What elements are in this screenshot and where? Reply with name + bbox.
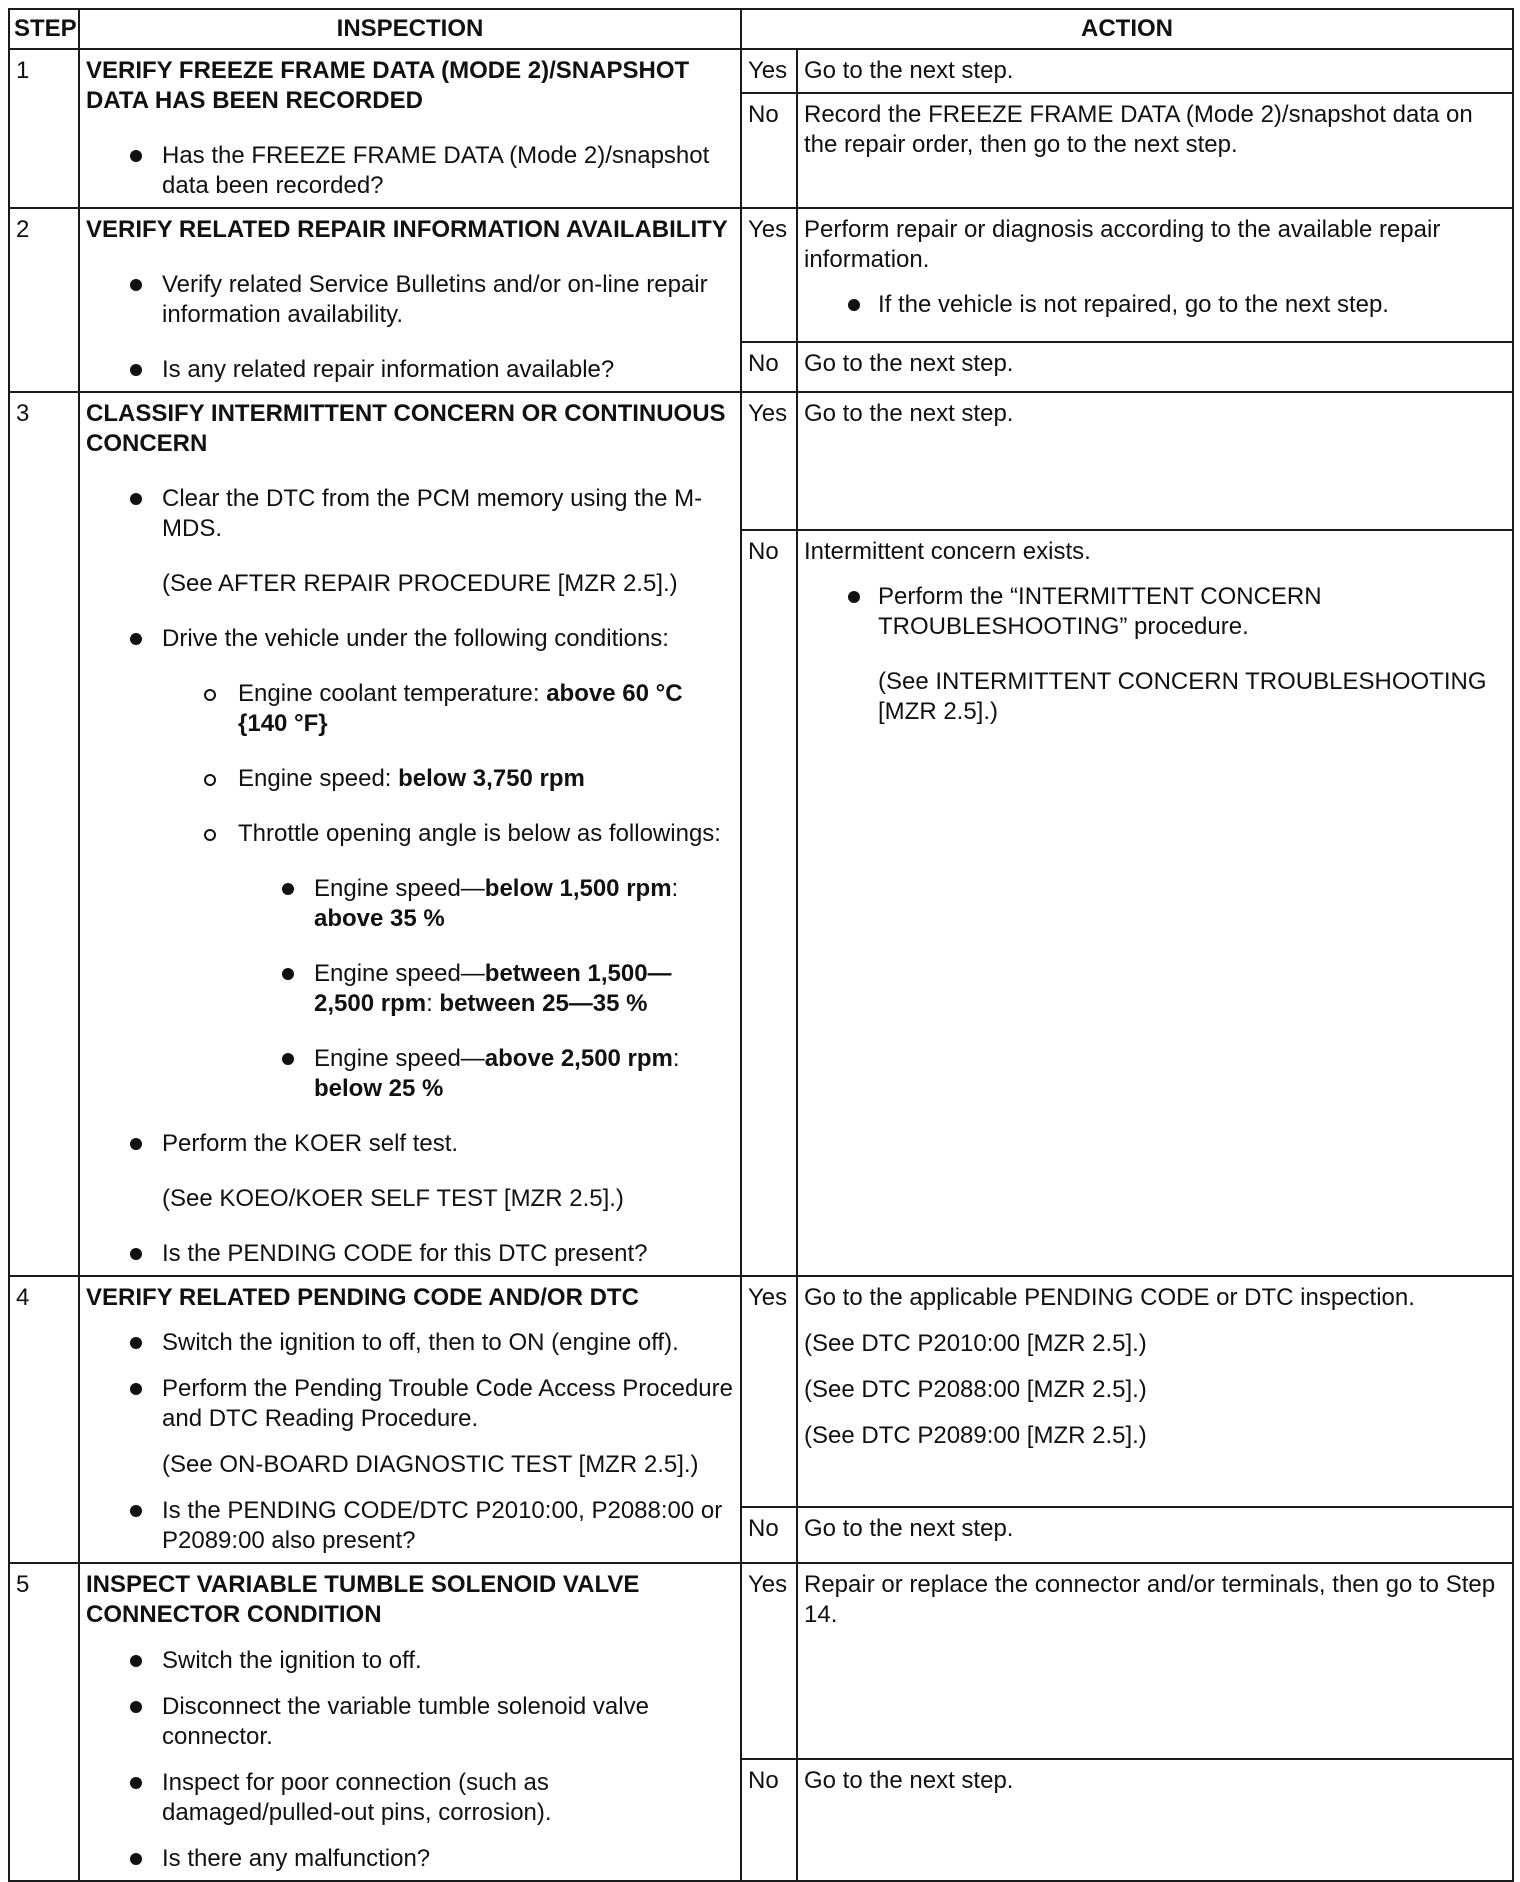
reference-note: (See DTC P2088:00 [MZR 2.5].) (804, 1376, 1147, 1403)
step-number: 1 (9, 49, 79, 208)
yes-action-cell (797, 1276, 1513, 1507)
throttle-item: Engine speed—below 1,500 rpm: above 35 % (86, 874, 714, 934)
yes-label: Yes (741, 1276, 797, 1507)
inspection-item: Is the PENDING CODE for this DTC present? (86, 1239, 734, 1269)
bullet-icon (130, 1655, 142, 1667)
reference-note: (See DTC P2010:00 [MZR 2.5].) (804, 1330, 1147, 1357)
table-header-row (9, 9, 1513, 49)
yes-label: Yes (741, 208, 797, 342)
bullet-icon (130, 493, 142, 505)
inspection-item: Drive the vehicle under the following conditions: (86, 624, 734, 654)
condition-item: Engine speed: below 3,750 rpm (86, 764, 734, 794)
step-inspection (79, 1563, 741, 1881)
step-inspection (79, 1276, 741, 1563)
no-action: Intermittent concern exists. (804, 538, 1091, 565)
bullet-icon (282, 968, 294, 980)
step-number: 4 (9, 1276, 79, 1563)
inspection-item: Is any related repair information available? (86, 355, 734, 385)
reference-note: (See INTERMITTENT CONCERN TROUBLESHOOTING [MZR 2.5].) (878, 668, 1487, 725)
inspection-item: Inspect for poor connection (such as damaged/pulled-out pins, corrosion). (86, 1768, 734, 1828)
step-title: VERIFY RELATED PENDING CODE AND/OR DTC (86, 1284, 639, 1311)
header-step: STEP (9, 9, 79, 49)
inspection-item: Switch the ignition to off, then to ON (engine off). (86, 1328, 734, 1358)
no-action: Go to the next step. (797, 1507, 1513, 1563)
bullet-icon (282, 1053, 294, 1065)
step-2-yes-row (9, 208, 1513, 342)
no-label: No (741, 1507, 797, 1563)
yes-label: Yes (741, 49, 797, 93)
step-5-yes-row (9, 1563, 1513, 1759)
bullet-icon (130, 1505, 142, 1517)
no-action: Go to the next step. (797, 342, 1513, 392)
step-title: CLASSIFY INTERMITTENT CONCERN OR CONTINUOUS CONCERN (86, 400, 726, 457)
no-label: No (741, 1759, 797, 1881)
throttle-item: Engine speed—above 2,500 rpm: below 25 % (86, 1044, 714, 1104)
inspection-item: Is there any malfunction? (86, 1844, 734, 1874)
action-item: Perform the “INTERMITTENT CONCERN TROUBLESHOOTING” procedure. (804, 582, 1506, 642)
inspection-item: Disconnect the variable tumble solenoid valve connector. (86, 1692, 734, 1752)
step-number: 3 (9, 392, 79, 1276)
yes-action: Go to the next step. (797, 392, 1513, 530)
reference-note: (See AFTER REPAIR PROCEDURE [MZR 2.5].) (162, 570, 678, 597)
reference-note: (See ON-BOARD DIAGNOSTIC TEST [MZR 2.5].) (162, 1451, 699, 1478)
bullet-icon (282, 883, 294, 895)
bullet-icon (130, 364, 142, 376)
step-inspection (79, 208, 741, 392)
reference-note: (See KOEO/KOER SELF TEST [MZR 2.5].) (162, 1185, 624, 1212)
condition-item: Engine coolant temperature: above 60 °C {140 °F} (86, 679, 734, 739)
no-action: Go to the next step. (797, 1759, 1513, 1881)
no-label: No (741, 530, 797, 1276)
inspection-item: Clear the DTC from the PCM memory using the M-MDS. (86, 484, 734, 544)
bullet-icon (130, 1777, 142, 1789)
inspection-item: Has the FREEZE FRAME DATA (Mode 2)/snapshot data been recorded? (86, 141, 734, 201)
bullet-icon (130, 279, 142, 291)
step-1-yes-row (9, 49, 1513, 93)
no-action: Record the FREEZE FRAME DATA (Mode 2)/snapshot data on the repair order, then go to the next step. (797, 93, 1513, 208)
action-item: If the vehicle is not repaired, go to the next step. (804, 290, 1506, 320)
no-action-cell (797, 530, 1513, 1276)
step-title: VERIFY RELATED REPAIR INFORMATION AVAILABILITY (86, 216, 728, 243)
bullet-icon (130, 1383, 142, 1395)
step-title: INSPECT VARIABLE TUMBLE SOLENOID VALVE CONNECTOR CONDITION (86, 1571, 640, 1628)
step-number: 2 (9, 208, 79, 392)
bullet-icon (130, 1853, 142, 1865)
bullet-icon (130, 150, 142, 162)
bullet-icon (130, 1337, 142, 1349)
no-label: No (741, 93, 797, 208)
yes-label: Yes (741, 392, 797, 530)
diagnostic-procedure-table (8, 8, 1514, 1882)
inspection-item: Is the PENDING CODE/DTC P2010:00, P2088:00 or P2089:00 also present? (86, 1496, 734, 1556)
bullet-icon (130, 1138, 142, 1150)
yes-label: Yes (741, 1563, 797, 1759)
bullet-icon (130, 1701, 142, 1713)
yes-action: Repair or replace the connector and/or terminals, then go to Step 14. (797, 1563, 1513, 1759)
throttle-item: Engine speed—between 1,500—2,500 rpm: between 25—35 % (86, 959, 714, 1019)
inspection-item: Perform the Pending Trouble Code Access Procedure and DTC Reading Procedure. (86, 1374, 734, 1434)
inspection-item: Perform the KOER self test. (86, 1129, 734, 1159)
step-number: 5 (9, 1563, 79, 1881)
no-label: No (741, 342, 797, 392)
step-4-yes-row (9, 1276, 1513, 1507)
bullet-icon (848, 591, 860, 603)
step-inspection (79, 392, 741, 1276)
bullet-icon (848, 299, 860, 311)
yes-action: Go to the applicable PENDING CODE or DTC inspection. (804, 1284, 1415, 1311)
header-action: ACTION (741, 9, 1513, 49)
step-inspection (79, 49, 741, 208)
bullet-icon (130, 1248, 142, 1260)
step-title: VERIFY FREEZE FRAME DATA (MODE 2)/SNAPSHOT DATA HAS BEEN RECORDED (86, 57, 690, 114)
circle-bullet-icon (204, 829, 216, 841)
yes-action: Go to the next step. (797, 49, 1513, 93)
yes-action: Perform repair or diagnosis according to the available repair information. (804, 216, 1441, 273)
bullet-icon (130, 633, 142, 645)
circle-bullet-icon (204, 689, 216, 701)
circle-bullet-icon (204, 774, 216, 786)
yes-action-cell (797, 208, 1513, 342)
step-3-yes-row (9, 392, 1513, 530)
header-inspection: INSPECTION (79, 9, 741, 49)
condition-item: Throttle opening angle is below as followings: (86, 819, 734, 849)
inspection-item: Switch the ignition to off. (86, 1646, 734, 1676)
reference-note: (See DTC P2089:00 [MZR 2.5].) (804, 1422, 1147, 1449)
inspection-item: Verify related Service Bulletins and/or on-line repair information availability. (86, 270, 734, 330)
